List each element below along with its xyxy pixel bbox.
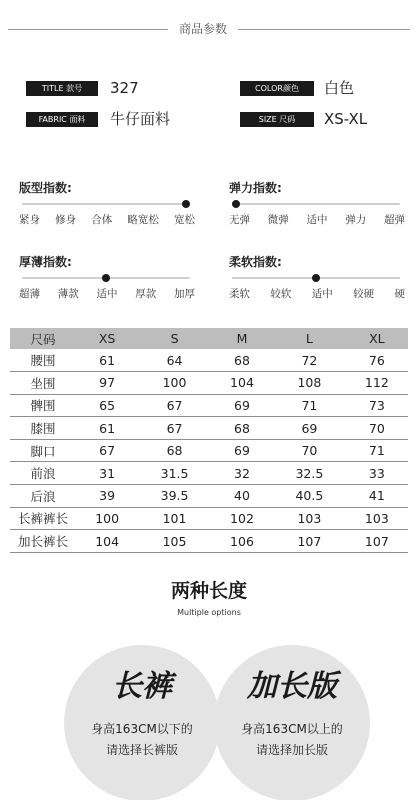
stretch-index-option: 弹力 bbox=[345, 214, 367, 226]
size-table-cell: 71 bbox=[273, 394, 346, 417]
thickness-index-option: 加厚 bbox=[174, 288, 195, 300]
fit-index-option: 紧身 bbox=[19, 214, 40, 226]
size-table-cell: 40.5 bbox=[273, 485, 346, 508]
thickness-index-option: 超薄 bbox=[19, 288, 40, 300]
regular-length-title: 长裤 bbox=[112, 669, 172, 704]
softness-index-marker bbox=[312, 274, 320, 282]
size-table-cell: 61 bbox=[76, 417, 138, 440]
size-table-row-label: 加长裤长 bbox=[10, 530, 76, 553]
size-table-header: 尺码 bbox=[10, 328, 76, 349]
size-table-header: L bbox=[273, 328, 346, 349]
size-table-cell: 100 bbox=[76, 507, 138, 530]
fit-index-marker bbox=[182, 200, 190, 208]
table-row bbox=[10, 530, 408, 553]
regular-length-line1: 身高163CM以下的 bbox=[91, 722, 193, 736]
fit-index-option: 宽松 bbox=[174, 214, 195, 226]
thickness-index-marker bbox=[102, 274, 110, 282]
param-color-value: 白色 bbox=[324, 79, 355, 97]
size-table-cell: 70 bbox=[273, 439, 346, 462]
size-table-body bbox=[10, 349, 408, 552]
param-fabric bbox=[26, 109, 216, 129]
size-table-cell: 107 bbox=[346, 530, 408, 553]
stretch-index-option: 无弹 bbox=[229, 214, 250, 226]
size-table-cell: 31 bbox=[76, 462, 138, 485]
size-table-cell: 70 bbox=[346, 417, 408, 440]
size-table-cell: 68 bbox=[211, 417, 273, 440]
size-table-row-label: 脚口 bbox=[10, 439, 76, 462]
header-divider-left bbox=[8, 29, 168, 30]
size-table-cell: 67 bbox=[76, 439, 138, 462]
thickness-index-options bbox=[19, 287, 195, 301]
table-row bbox=[10, 439, 408, 462]
size-table-row-label: 髀围 bbox=[10, 394, 76, 417]
fit-index-track bbox=[22, 203, 190, 205]
size-table-header: XS bbox=[76, 328, 138, 349]
size-table-cell: 67 bbox=[138, 394, 211, 417]
size-table-cell: 108 bbox=[273, 372, 346, 395]
size-table-cell: 61 bbox=[76, 349, 138, 372]
size-table-cell: 69 bbox=[211, 394, 273, 417]
long-length-line2: 请选择加长版 bbox=[255, 743, 328, 757]
lengths-title: 两种长度 bbox=[170, 580, 247, 602]
thickness-index-option: 适中 bbox=[96, 288, 118, 300]
param-title-value: 327 bbox=[110, 79, 139, 97]
size-table-cell: 69 bbox=[273, 417, 346, 440]
size-table-cell: 41 bbox=[346, 485, 408, 508]
softness-index-options bbox=[229, 287, 405, 301]
param-size bbox=[240, 109, 410, 129]
softness-index-option: 硬 bbox=[394, 288, 405, 300]
size-table-cell: 107 bbox=[273, 530, 346, 553]
long-length-title: 加长版 bbox=[247, 669, 337, 704]
stretch-index bbox=[229, 180, 405, 232]
param-fabric-value: 牛仔面料 bbox=[110, 110, 171, 128]
size-table-cell: 102 bbox=[211, 507, 273, 530]
size-table-cell: 39.5 bbox=[138, 485, 211, 508]
thickness-index bbox=[19, 254, 195, 306]
size-table-cell: 31.5 bbox=[138, 462, 211, 485]
table-row bbox=[10, 372, 408, 395]
size-table-cell: 32 bbox=[211, 462, 273, 485]
size-table-cell: 100 bbox=[138, 372, 211, 395]
fit-index-options bbox=[19, 213, 195, 227]
stretch-index-label: 弹力指数: bbox=[229, 181, 282, 195]
param-size-tag: SIZE 尺码 bbox=[240, 112, 314, 127]
table-row bbox=[10, 507, 408, 530]
table-row bbox=[10, 485, 408, 508]
softness-index-option: 较硬 bbox=[353, 288, 375, 300]
size-table-cell: 68 bbox=[211, 349, 273, 372]
softness-index-option: 适中 bbox=[311, 288, 333, 300]
long-length-badge bbox=[214, 645, 370, 800]
size-table-row-label: 长裤裤长 bbox=[10, 507, 76, 530]
long-length-line1: 身高163CM以上的 bbox=[241, 722, 343, 736]
size-table-cell: 39 bbox=[76, 485, 138, 508]
stretch-index-option: 适中 bbox=[306, 214, 328, 226]
fit-index bbox=[19, 180, 195, 232]
param-title-tag: TITLE 款号 bbox=[26, 81, 98, 96]
fit-index-option: 合体 bbox=[91, 214, 113, 226]
size-table-cell: 103 bbox=[346, 507, 408, 530]
size-table-cell: 72 bbox=[273, 349, 346, 372]
size-table-cell: 112 bbox=[346, 372, 408, 395]
size-table-row-label: 腰围 bbox=[10, 349, 76, 372]
softness-index bbox=[229, 254, 405, 306]
thickness-index-label: 厚薄指数: bbox=[19, 255, 72, 269]
softness-index-option: 柔软 bbox=[229, 288, 250, 300]
size-table-row-label: 后浪 bbox=[10, 485, 76, 508]
param-size-value: XS-XL bbox=[324, 110, 368, 128]
regular-length-badge bbox=[64, 645, 220, 800]
softness-index-label: 柔软指数: bbox=[229, 255, 282, 269]
thickness-index-option: 厚款 bbox=[135, 288, 157, 300]
size-table-cell: 76 bbox=[346, 349, 408, 372]
size-table-cell: 68 bbox=[138, 439, 211, 462]
size-table-cell: 40 bbox=[211, 485, 273, 508]
section-title: 商品参数 bbox=[178, 22, 227, 36]
size-table-cell: 73 bbox=[346, 394, 408, 417]
size-table-header: S bbox=[138, 328, 211, 349]
size-table-row-label: 前浪 bbox=[10, 462, 76, 485]
size-table-header-row bbox=[10, 328, 408, 349]
size-table-cell: 106 bbox=[211, 530, 273, 553]
header-divider-right bbox=[238, 29, 410, 30]
size-table-cell: 101 bbox=[138, 507, 211, 530]
param-color bbox=[240, 78, 410, 98]
regular-length-line2: 请选择长裤版 bbox=[105, 743, 178, 757]
stretch-index-option: 微弹 bbox=[267, 214, 289, 226]
size-table-cell: 71 bbox=[346, 439, 408, 462]
size-table-cell: 69 bbox=[211, 439, 273, 462]
size-table bbox=[10, 328, 408, 553]
size-table-row-label: 膝围 bbox=[10, 417, 76, 440]
size-table-cell: 65 bbox=[76, 394, 138, 417]
section-header bbox=[0, 20, 418, 38]
param-title bbox=[26, 78, 216, 98]
size-table-cell: 105 bbox=[138, 530, 211, 553]
size-table-cell: 64 bbox=[138, 349, 211, 372]
size-table-cell: 103 bbox=[273, 507, 346, 530]
size-table-cell: 97 bbox=[76, 372, 138, 395]
param-fabric-tag: FABRIC 面料 bbox=[26, 112, 98, 127]
table-row bbox=[10, 462, 408, 485]
thickness-index-option: 薄款 bbox=[57, 288, 79, 300]
stretch-index-options bbox=[229, 213, 405, 227]
size-table-cell: 104 bbox=[76, 530, 138, 553]
size-table-cell: 104 bbox=[211, 372, 273, 395]
stretch-index-track bbox=[232, 203, 400, 205]
softness-index-option: 较软 bbox=[270, 288, 292, 300]
table-row bbox=[10, 349, 408, 372]
fit-index-label: 版型指数: bbox=[19, 181, 72, 195]
size-table-header: XL bbox=[346, 328, 408, 349]
param-color-tag: COLOR颜色 bbox=[240, 81, 314, 96]
fit-index-option: 略宽松 bbox=[127, 214, 159, 226]
size-table-cell: 32.5 bbox=[273, 462, 346, 485]
lengths-subtitle: Multiple options bbox=[177, 608, 241, 617]
fit-index-option: 修身 bbox=[55, 214, 77, 226]
table-row bbox=[10, 417, 408, 440]
size-table-cell: 67 bbox=[138, 417, 211, 440]
stretch-index-marker bbox=[232, 200, 240, 208]
size-table-cell: 33 bbox=[346, 462, 408, 485]
table-row bbox=[10, 394, 408, 417]
size-table-row-label: 坐围 bbox=[10, 372, 76, 395]
size-table-header: M bbox=[211, 328, 273, 349]
stretch-index-option: 超弹 bbox=[384, 214, 405, 226]
